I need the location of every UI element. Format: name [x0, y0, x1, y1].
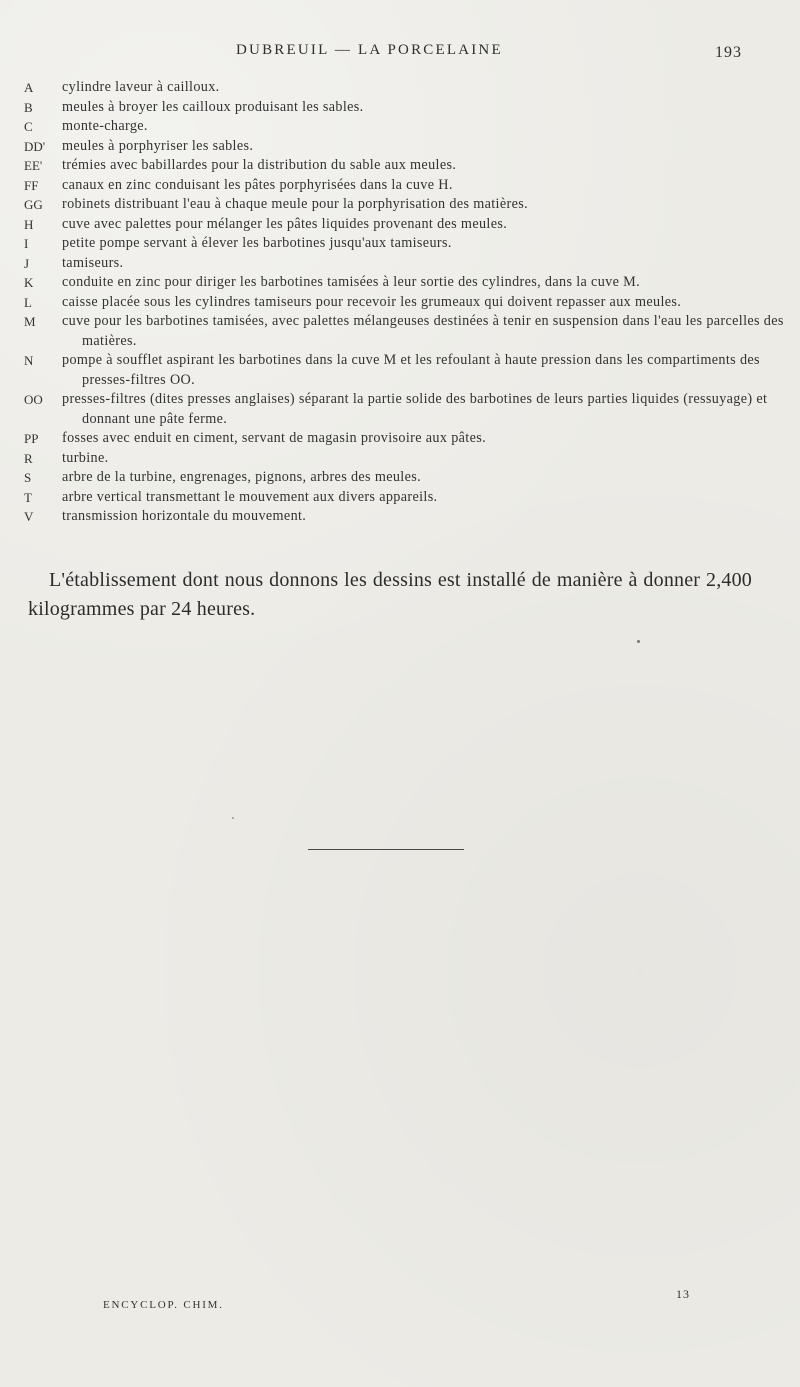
- legend-item-c: [0, 117, 800, 137]
- signature-number: 13: [676, 1287, 690, 1301]
- running-header: DUBREUIL — LA PORCELAINE: [236, 42, 503, 58]
- legend-item-k: [0, 273, 800, 293]
- ink-speck: [232, 817, 234, 819]
- legend-description: presses-filtres (dites presses anglaises) séparant la partie solide des barbotines de leurs parties liquides (ressuyage) et donnant une pâte ferme.: [62, 391, 768, 427]
- legend-description: arbre vertical transmettant le mouvement aux divers appareils.: [62, 488, 438, 505]
- legend-item-b: [0, 98, 800, 118]
- legend-item-s: [0, 468, 800, 488]
- legend-description: monte-charge.: [62, 118, 148, 134]
- legend-key: FF: [24, 177, 39, 193]
- legend-item-r: [0, 449, 800, 469]
- legend-key: M: [24, 314, 36, 329]
- legend-item-pp: [0, 429, 800, 449]
- legend-description: canaux en zinc conduisant les pâtes porphyrisées dans la cuve H.: [62, 176, 453, 193]
- legend-key: N: [24, 353, 34, 368]
- legend-item-l: [0, 293, 800, 313]
- legend-key: L: [24, 294, 32, 310]
- legend-key: I: [24, 236, 29, 251]
- ink-speck: [637, 640, 640, 643]
- body-paragraph: L'établissement dont nous donnons les dessins est installé de manière à donner 2,400 kilogrammes par 24 heures.: [28, 569, 752, 620]
- legend-item-ff: [0, 176, 800, 196]
- legend-item-j: [0, 254, 800, 274]
- legend-key: V: [24, 509, 34, 524]
- legend-key: GG: [24, 197, 43, 212]
- legend-item-a: [0, 78, 800, 98]
- legend-description: meules à broyer les cailloux produisant les sables.: [62, 98, 364, 115]
- legend-description: petite pompe servant à élever les barbotines jusqu'aux tamiseurs.: [62, 235, 452, 251]
- legend-description: trémies avec babillardes pour la distribution du sable aux meules.: [62, 157, 457, 173]
- legend-key: PP: [24, 431, 39, 446]
- legend-item-h: [0, 215, 800, 235]
- legend-description: caisse placée sous les cylindres tamiseurs pour recevoir les grumeaux qui doivent repasser aux meules.: [62, 293, 682, 310]
- legend-description: transmission horizontale du mouvement.: [62, 508, 307, 524]
- legend-key: EE': [24, 158, 43, 173]
- legend-key: K: [24, 275, 34, 290]
- legend-key: R: [24, 450, 33, 466]
- legend-item-t: [0, 488, 800, 508]
- footer-signature: ENCYCLOP. CHIM.: [103, 1299, 224, 1311]
- legend-description: cylindre laveur à cailloux.: [62, 79, 220, 95]
- page-number: 193: [715, 44, 742, 61]
- legend-description: tamiseurs.: [62, 254, 124, 271]
- legend-item-i: [0, 234, 800, 254]
- legend-key: S: [24, 470, 32, 485]
- legend-description: turbine.: [62, 449, 109, 466]
- legend-item-ee: [0, 156, 800, 176]
- legend-description: cuve pour les barbotines tamisées, avec palettes mélangeuses destinées à tenir en suspension dans l'eau les parcelles des matières.: [62, 313, 784, 349]
- legend-item-v: [0, 507, 800, 527]
- legend-description: arbre de la turbine, engrenages, pignons, arbres des meules.: [62, 469, 422, 485]
- legend-description: fosses avec enduit en ciment, servant de magasin provisoire aux pâtes.: [62, 430, 486, 446]
- legend-key: J: [24, 255, 30, 271]
- legend-description: meules à porphyriser les sables.: [62, 137, 254, 154]
- legend-item-gg: [0, 195, 800, 215]
- legend-item-n: [0, 351, 800, 390]
- legend-key: T: [24, 489, 32, 505]
- legend-key: OO: [24, 392, 43, 407]
- legend-description: pompe à soufflet aspirant les barbotines dans la cuve M et les refoulant à haute pression dans les compartiments des presses-filtres OO.: [62, 352, 760, 388]
- legend-key: H: [24, 216, 34, 232]
- legend-key: B: [24, 99, 33, 115]
- legend-description: cuve avec palettes pour mélanger les pâtes liquides provenant des meules.: [62, 215, 508, 232]
- legend-description: robinets distribuant l'eau à chaque meule pour la porphyrisation des matières.: [62, 196, 528, 212]
- legend-item-m: [0, 312, 800, 351]
- legend-key: A: [24, 80, 34, 95]
- legend-key: DD': [24, 138, 46, 154]
- legend-key: C: [24, 119, 33, 134]
- legend-item-dd: [0, 137, 800, 157]
- legend-list: [0, 78, 800, 527]
- section-divider: [308, 849, 464, 850]
- legend-description: conduite en zinc pour diriger les barbotines tamisées à leur sortie des cylindres, dans la cuve M.: [62, 274, 640, 290]
- legend-item-oo: [0, 390, 800, 429]
